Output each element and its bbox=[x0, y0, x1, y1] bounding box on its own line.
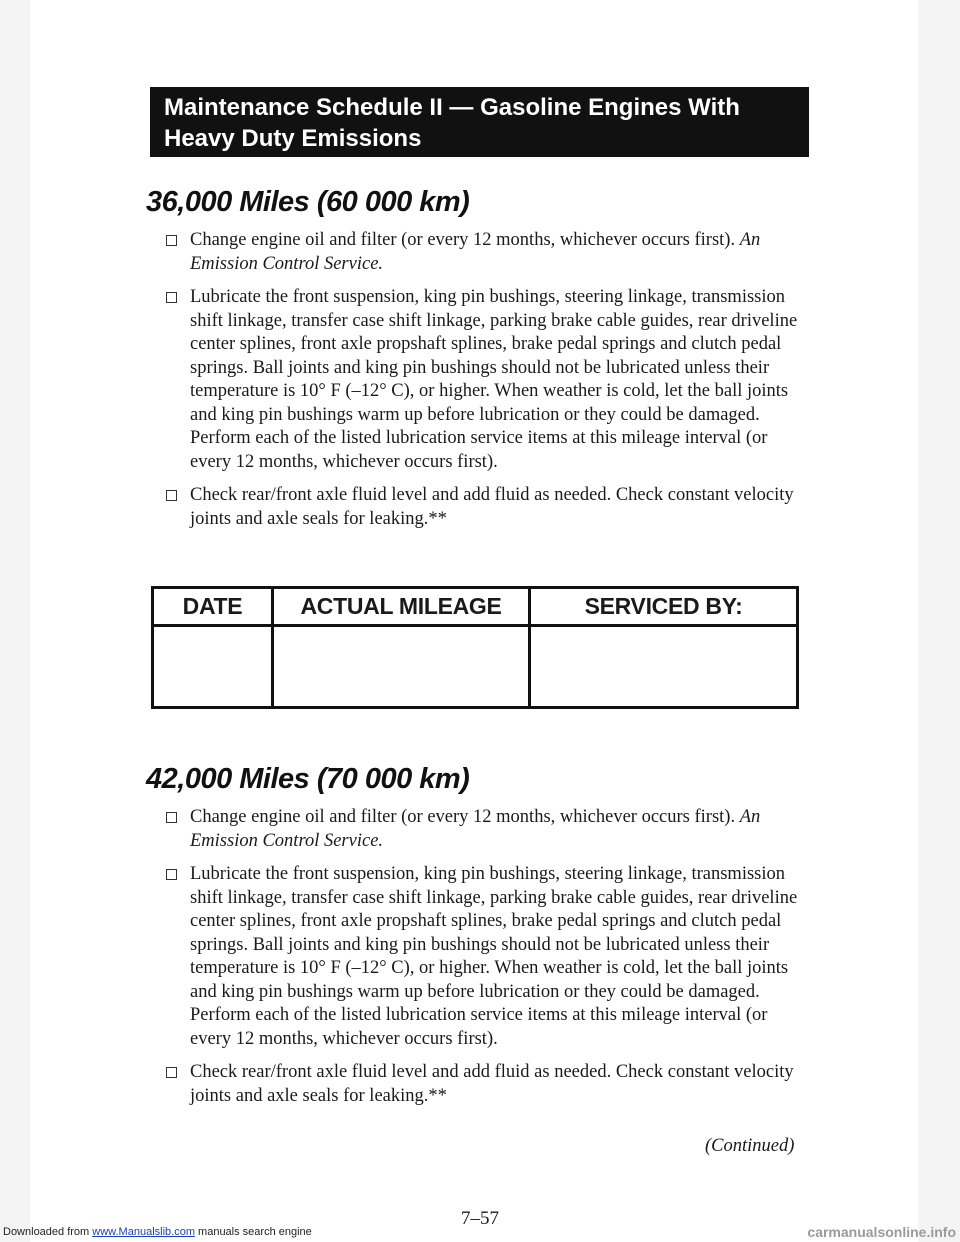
date-cell[interactable] bbox=[153, 626, 273, 708]
page-number: 7–57 bbox=[461, 1208, 499, 1229]
footer-suffix: manuals search engine bbox=[194, 1226, 312, 1238]
checkbox-icon[interactable] bbox=[166, 869, 177, 880]
list-item bbox=[166, 806, 806, 853]
page-header-banner bbox=[150, 87, 809, 157]
list-item bbox=[166, 229, 806, 276]
download-footer bbox=[3, 1226, 312, 1238]
checkbox-icon[interactable] bbox=[166, 235, 177, 246]
item-note: An Emission Control Service. bbox=[190, 230, 761, 274]
list-item bbox=[166, 1061, 806, 1108]
item-text: Check rear/front axle fluid level and add fluid as needed. Check constant velocity joints and axle seals for leaking.** bbox=[190, 1062, 794, 1106]
checkbox-icon[interactable] bbox=[166, 812, 177, 823]
item-text: Check rear/front axle fluid level and add fluid as needed. Check constant velocity joints and axle seals for leaking.** bbox=[190, 485, 794, 529]
serviced-by-cell[interactable] bbox=[530, 626, 798, 708]
checkbox-icon[interactable] bbox=[166, 292, 177, 303]
service-log-table bbox=[151, 586, 799, 709]
header-title-line2: Heavy Duty Emissions bbox=[164, 125, 422, 152]
watermark: carmanualsonline.info bbox=[807, 1224, 956, 1240]
item-text: Change engine oil and filter (or every 12 months, whichever occurs first). bbox=[190, 807, 740, 827]
actual-mileage-header: ACTUAL MILEAGE bbox=[273, 588, 530, 626]
list-item bbox=[166, 286, 806, 474]
serviced-by-header: SERVICED BY: bbox=[530, 588, 798, 626]
item-text: Lubricate the front suspension, king pin bushings, steering linkage, transmission shift linkage, transfer case shift linkage, parking brake cable guides, rear driveline center splines, front axle propshaft splines, brake pedal springs and clutch pedal springs. Ball joints and king pin bushings should not be lubricated unless their temperature is 10° F (–12° C), or higher. When weather is cold, let the ball joints and king pin bushings warm up before lubrication or they could be damaged. Perform each of the listed lubrication service items at this mileage interval (or every 12 months, whichever occurs first). bbox=[190, 864, 798, 1049]
footer-prefix: Downloaded from bbox=[3, 1226, 93, 1238]
item-text: Change engine oil and filter (or every 12 months, whichever occurs first). bbox=[190, 230, 740, 250]
checkbox-icon[interactable] bbox=[166, 1067, 177, 1078]
manualslib-link[interactable]: www.Manualslib.com bbox=[92, 1226, 195, 1238]
list-item bbox=[166, 484, 806, 531]
checkbox-icon[interactable] bbox=[166, 490, 177, 501]
section-title-36000: 36,000 Miles (60 000 km) bbox=[146, 186, 470, 218]
date-header: DATE bbox=[153, 588, 273, 626]
section-title-42000: 42,000 Miles (70 000 km) bbox=[146, 763, 470, 795]
item-note: An Emission Control Service. bbox=[190, 807, 761, 851]
continued-label: (Continued) bbox=[705, 1136, 795, 1156]
actual-mileage-cell[interactable] bbox=[273, 626, 530, 708]
service-log-header-row bbox=[153, 588, 798, 626]
checklist-42000 bbox=[166, 806, 806, 1118]
list-item bbox=[166, 863, 806, 1051]
checklist-36000 bbox=[166, 229, 806, 541]
service-log-entry-row bbox=[153, 626, 798, 708]
item-text: Lubricate the front suspension, king pin bushings, steering linkage, transmission shift linkage, transfer case shift linkage, parking brake cable guides, rear driveline center splines, front axle propshaft splines, brake pedal springs and clutch pedal springs. Ball joints and king pin bushings should not be lubricated unless their temperature is 10° F (–12° C), or higher. When weather is cold, let the ball joints and king pin bushings warm up before lubrication or they could be damaged. Perform each of the listed lubrication service items at this mileage interval (or every 12 months, whichever occurs first). bbox=[190, 287, 798, 472]
header-title-line1: Maintenance Schedule II — Gasoline Engines With bbox=[164, 94, 740, 121]
